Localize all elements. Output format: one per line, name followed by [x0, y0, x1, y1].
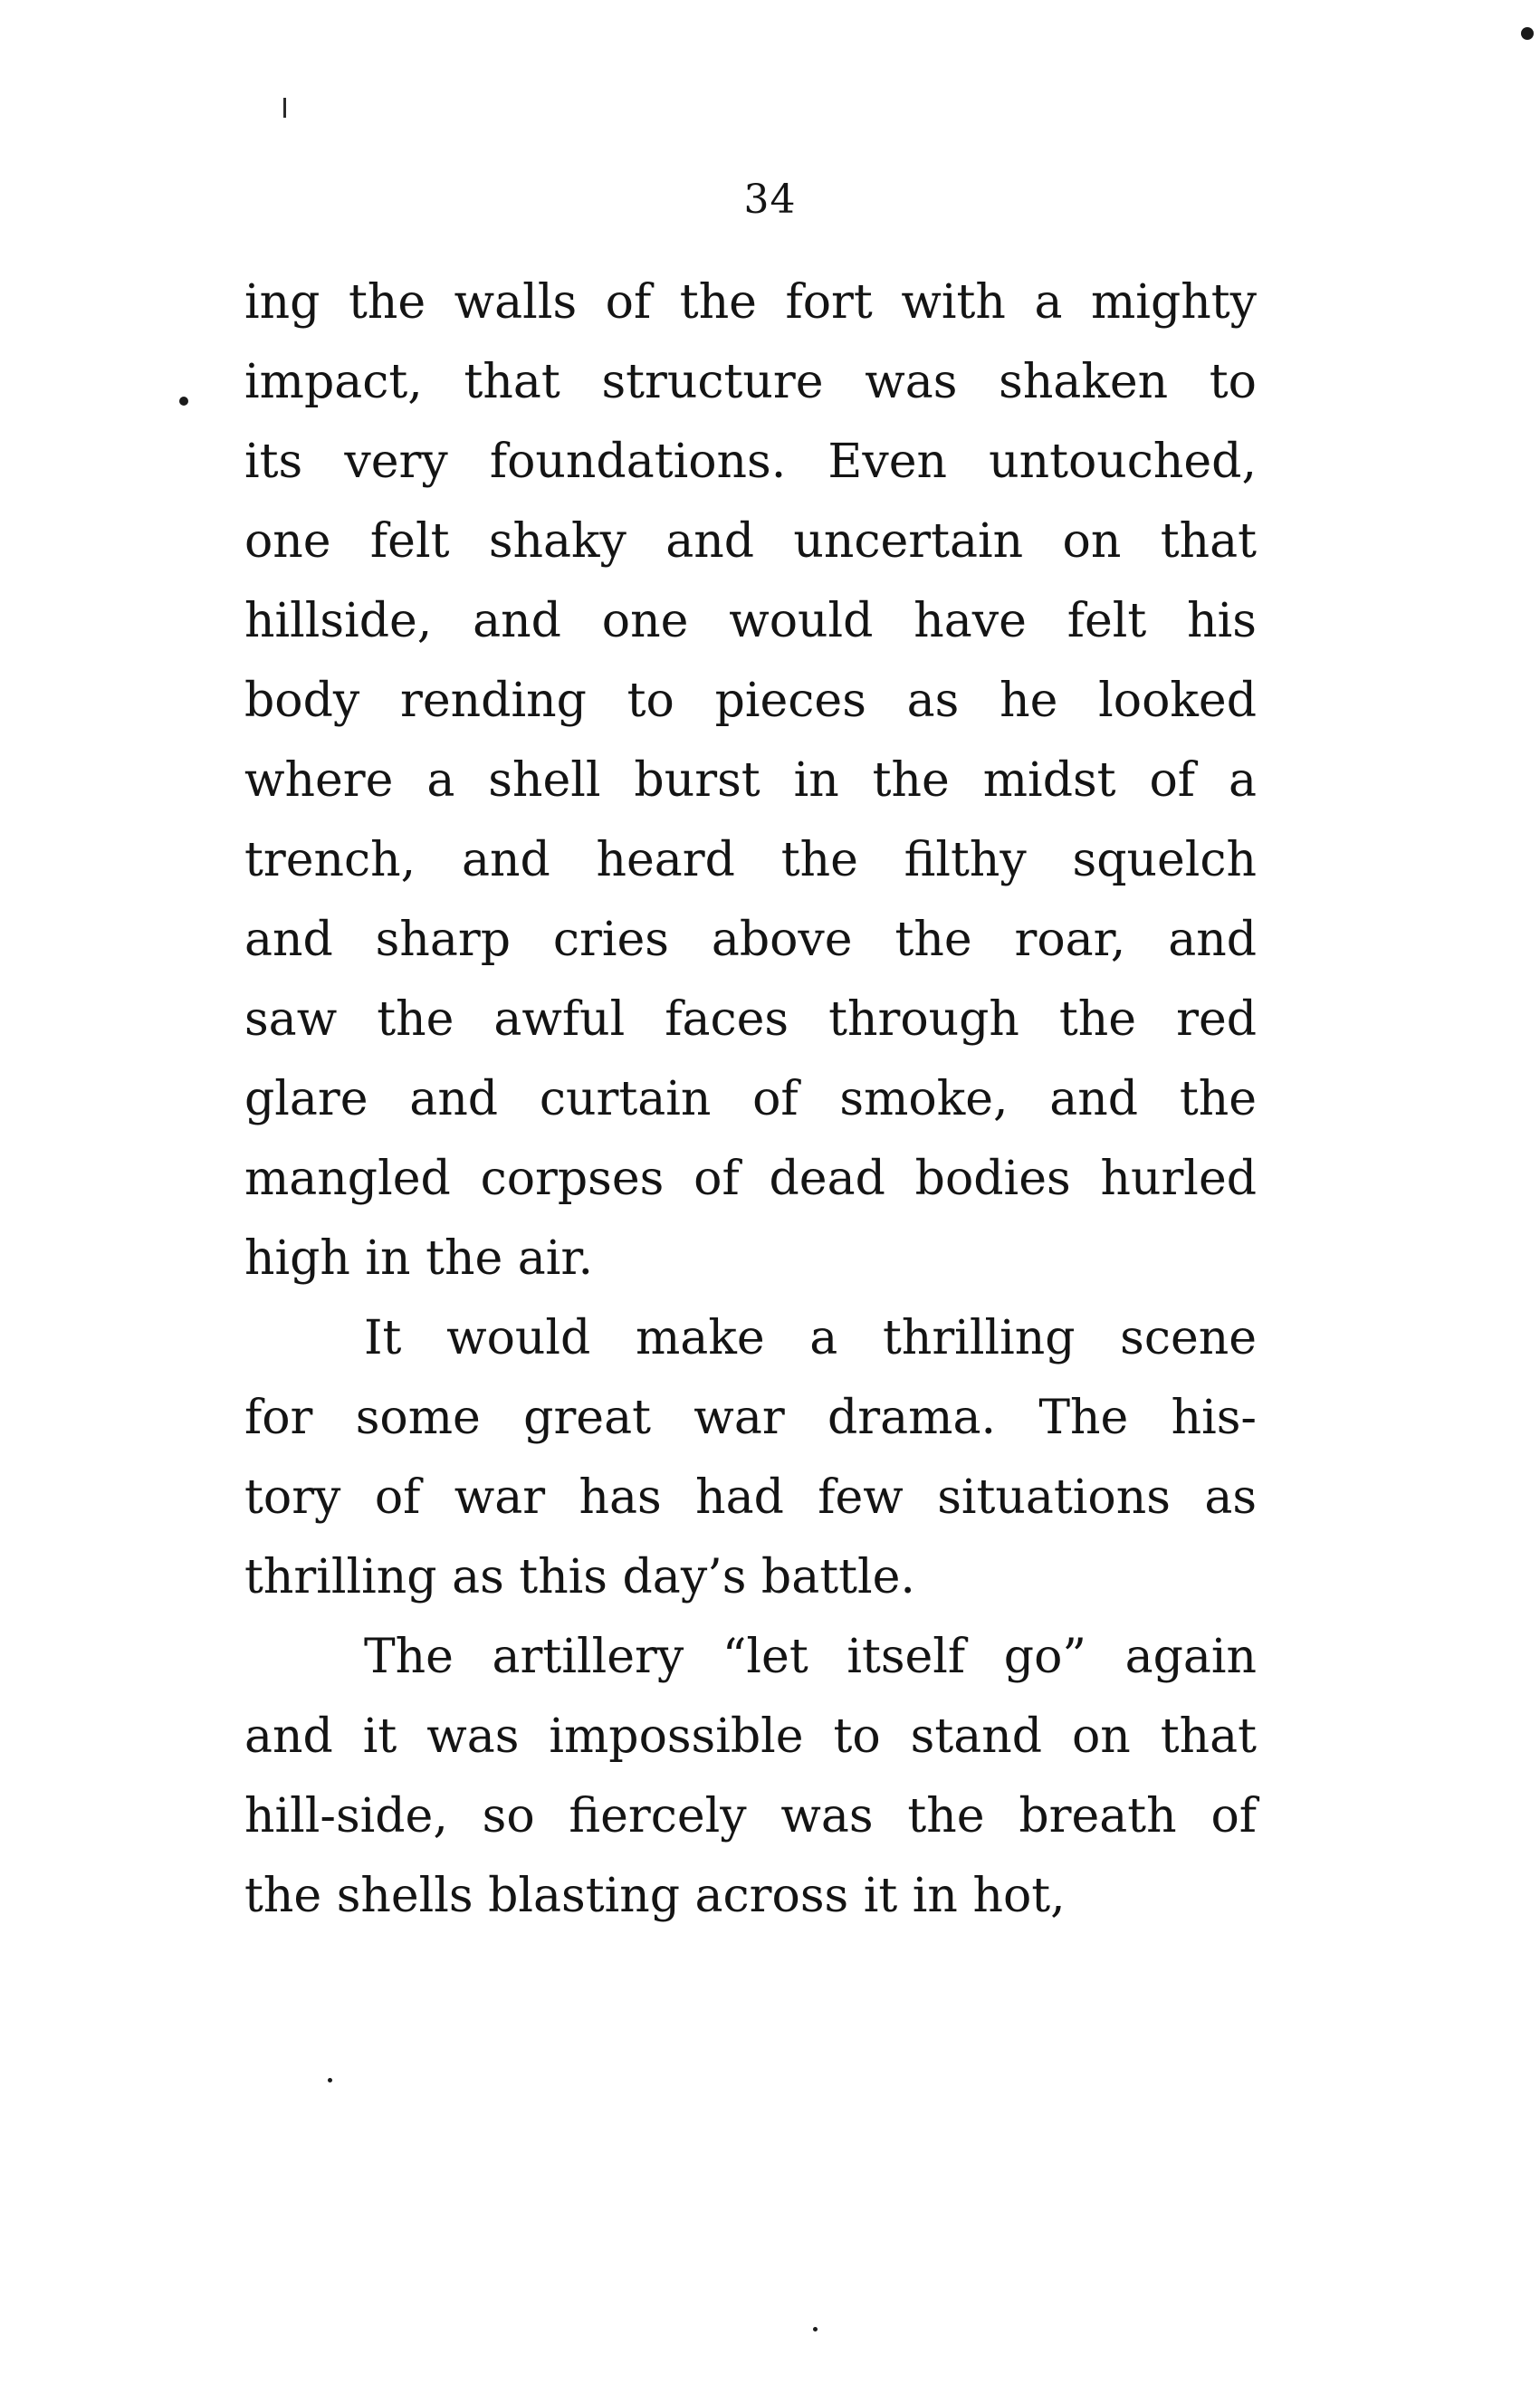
text-line: and it was impossible to stand on that: [244, 1709, 1257, 1764]
paragraph: [244, 263, 1257, 1298]
text-line: its very foundations. Even untouched,: [244, 435, 1257, 489]
paragraph: [244, 1298, 1257, 1617]
page-number: 34: [743, 177, 797, 223]
text-line: thrilling as this day’s battle.: [244, 1550, 915, 1604]
text-line: ing the walls of the fort with a mighty: [244, 275, 1257, 330]
print-speck: [1521, 27, 1534, 40]
text-line: tory of war has had few situations as: [244, 1470, 1257, 1525]
text-line: mangled corpses of dead bodies hurled: [244, 1152, 1257, 1206]
text-line: one felt shaky and uncertain on that: [244, 514, 1257, 569]
text-line: and sharp cries above the roar, and: [244, 913, 1257, 967]
text-line: high in the air.: [244, 1231, 594, 1286]
text-line: the shells blasting across it in hot,: [244, 1869, 1066, 1923]
text-line: where a shell burst in the midst of a: [244, 753, 1257, 808]
text-line: hill-side, so fiercely was the breath of: [244, 1789, 1257, 1843]
print-speck: [813, 2327, 818, 2331]
paragraph: [244, 1617, 1257, 1936]
print-speck: [328, 2078, 332, 2082]
print-mark: [283, 98, 286, 118]
body-text: [244, 263, 1257, 1936]
text-line: The artillery “let itself go” again: [364, 1630, 1257, 1684]
text-line: for some great war drama. The his-: [244, 1391, 1257, 1445]
text-line: trench, and heard the filthy squelch: [244, 833, 1257, 887]
text-line: impact, that structure was shaken to: [244, 355, 1257, 409]
text-line: saw the awful faces through the red: [244, 992, 1257, 1047]
text-line: hillside, and one would have felt his: [244, 594, 1257, 648]
print-speck: [179, 397, 188, 406]
text-line: glare and curtain of smoke, and the: [244, 1072, 1257, 1126]
text-line: It would make a thrilling scene: [364, 1311, 1257, 1365]
text-line: body rending to pieces as he looked: [244, 674, 1257, 728]
